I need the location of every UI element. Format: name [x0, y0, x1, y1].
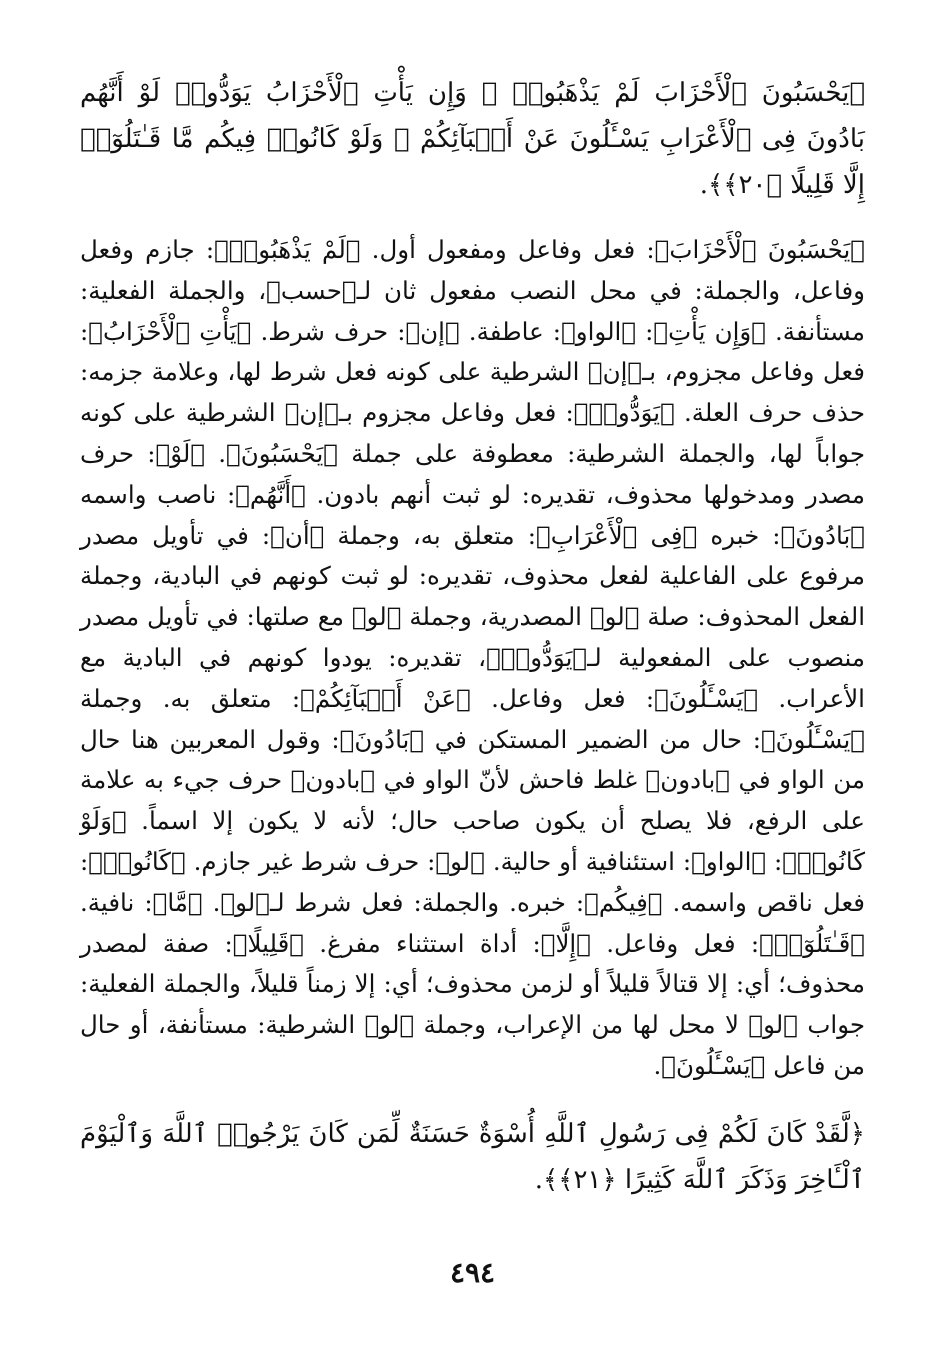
page-number: ٤٩٤ [449, 1256, 496, 1289]
page-content [80, 70, 865, 1203]
grammatical-analysis: ﴿يَحْسَبُونَ ٱلْأَحْزَابَ﴾: فعل وفاعل ومفعول أول. ﴿لَمْ يَذْهَبُوا۟﴾: جازم وفعل وفاعل، والجملة: في محل النصب مفعول ثان لـ﴿حسب﴾، والجملة الفعلية: مستأنفة. ﴿وَإِن يَأْتِ﴾: ﴿الواو﴾: عاطفة. ﴿إن﴾: حرف شرط. ﴿يَأْتِ ٱلْأَحْزَابُ﴾: فعل وفاعل مجزوم، بـ﴿إن﴾ الشرطية على كونه فعل شرط لها، وعلامة جزمه: حذف حرف العلة. ﴿يَوَدُّوا۟﴾: فعل وفاعل مجزوم بـ﴿إن﴾ الشرطية على كونه جواباً لها، والجملة الشرطية: معطوفة على جملة ﴿يَحْسَبُونَ﴾. ﴿لَوْ﴾: حرف مصدر ومدخولها محذوف، تقديره: لو ثبت أنهم بادون. ﴿أَنَّهُم﴾: ناصب واسمه ﴿بَادُونَ﴾: خبره ﴿فِى ٱلْأَعْرَابِ﴾: متعلق به، وجملة ﴿أن﴾: في تأويل مصدر مرفوع على الفاعلية لفعل محذوف، تقديره: لو ثبت كونهم في البادية، وجملة الفعل المحذوف: صلة ﴿لو﴾ المصدرية، وجملة ﴿لو﴾ مع صلتها: في تأويل مصدر منصوب على المفعولية لـ﴿يَوَدُّوا۟﴾، تقديره: يودوا كونهم في البادية مع الأعراب. ﴿يَسْـَٔلُونَ﴾: فعل وفاعل. ﴿عَنْ أَنۢبَآئِكُمْ﴾: متعلق به. وجملة ﴿يَسْـَٔلُونَ﴾: حال من الضمير المستكن في ﴿بَادُونَ﴾: وقول المعربين هنا حال من الواو في ﴿بادون﴾ غلط فاحش لأنّ الواو في ﴿بادون﴾ حرف جيء به علامة على الرفع، فلا يصلح أن يكون صاحب حال؛ لأنه لا يكون إلا اسماً. ﴿وَلَوْ كَانُوا۟﴾: ﴿الواو﴾: استئنافية أو حالية. ﴿لو﴾: حرف شرط غير جازم. ﴿كَانُوا۟﴾: فعل ناقص واسمه. ﴿فِيكُم﴾: خبره. والجملة: فعل شرط لـ﴿لو﴾. ﴿مَّا﴾: نافية. ﴿قَـٰتَلُوٓا۟﴾: فعل وفاعل. ﴿إِلَّا﴾: أداة استثناء مفرغ. ﴿قَلِيلًا﴾: صفة لمصدر محذوف؛ أي: إلا قتالاً قليلاً أو لزمن محذوف؛ أي: إلا زمناً قليلاً، والجملة الفعلية: جواب ﴿لو﴾ لا محل لها من الإعراب، وجملة ﴿لو﴾ الشرطية: مستأنفة، أو حال من فاعل ﴿يَسْـَٔلُونَ﴾. [80, 235, 865, 1080]
quran-verse-20: ﴿يَحْسَبُونَ ٱلْأَحْزَابَ لَمْ يَذْهَبُوا۟ ۖ وَإِن يَأْتِ ٱلْأَحْزَابُ يَوَدُّوا۟ لَوْ أَنَّهُم بَادُونَ فِى ٱلْأَعْرَابِ يَسْـَٔلُونَ عَنْ أَنۢبَآئِكُمْ ۖ وَلَوْ كَانُوا۟ فِيكُم مَّا قَـٰتَلُوٓا۟ إِلَّا قَلِيلًا ﴿٢٠﴾﴾. [80, 78, 865, 200]
quran-verse-21: ﴿لَّقَدْ كَانَ لَكُمْ فِى رَسُولِ ٱللَّهِ أُسْوَةٌ حَسَنَةٌ لِّمَن كَانَ يَرْجُوا۟ ٱللَّهَ وَٱلْيَوْمَ ٱلْـَٔاخِرَ وَذَكَرَ ٱللَّهَ كَثِيرًا ﴿٢١﴾﴾. [80, 1118, 865, 1195]
